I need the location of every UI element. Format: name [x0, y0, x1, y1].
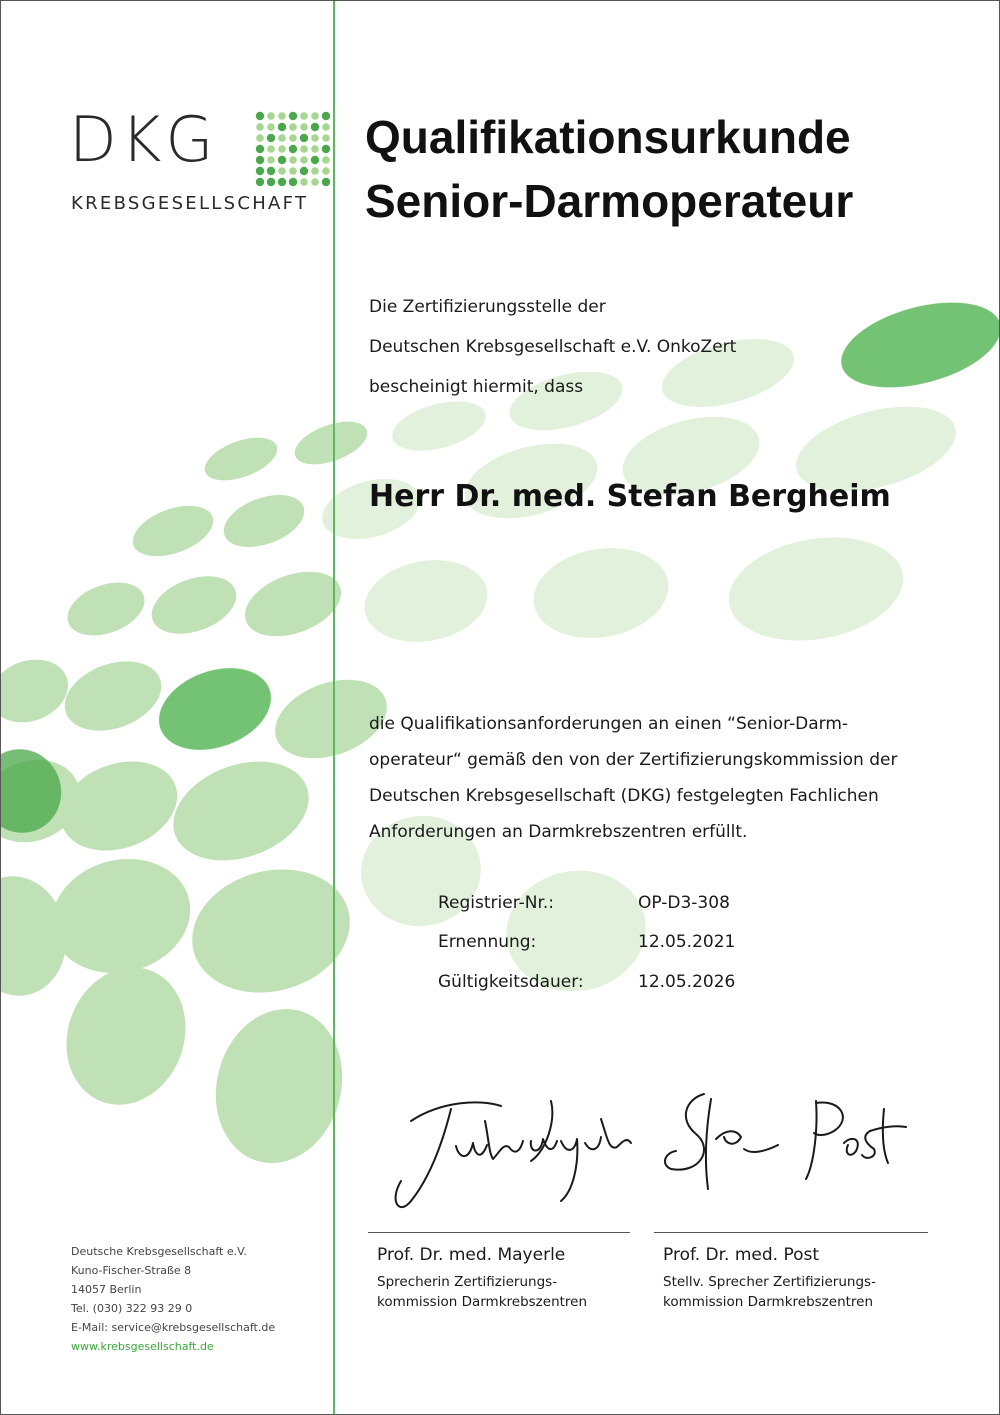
role-line: kommission Darmkrebszentren	[663, 1294, 874, 1310]
intro-line: bescheinigt hiermit, dass	[369, 377, 584, 397]
logo-dot	[256, 167, 264, 175]
logo-dot	[311, 134, 319, 142]
validity-value: 12.05.2026	[638, 972, 736, 992]
logo-dot	[311, 112, 319, 120]
logo-dot	[300, 123, 308, 131]
signatory-role-right	[663, 1272, 876, 1312]
signature-post	[656, 1079, 916, 1209]
logo-dot	[267, 156, 275, 164]
registration-label: Registrier-Nr.:	[438, 893, 555, 913]
logo-dot	[256, 123, 264, 131]
body-line: Anforderungen an Darmkrebszentren erfüllt.	[369, 822, 748, 842]
logo-dot	[267, 123, 275, 131]
logo-dot	[267, 112, 275, 120]
recipient-name: Herr Dr. med. Stefan Bergheim	[369, 479, 891, 514]
role-line: Sprecherin Zertifizierungs-	[377, 1274, 558, 1290]
logo-dot	[278, 145, 286, 153]
logo-dot	[322, 123, 330, 131]
logo-dot	[289, 134, 297, 142]
title-line-1: Qualifikationsurkunde	[365, 111, 851, 163]
logo-dot	[267, 167, 275, 175]
logo-dot	[311, 156, 319, 164]
logo-dot	[289, 145, 297, 153]
footer-email[interactable]: E-Mail: service@krebsgesellschaft.de	[71, 1321, 276, 1334]
signature-line-right	[654, 1232, 928, 1233]
logo-dot	[311, 178, 319, 186]
logo-dot	[289, 167, 297, 175]
dkg-logo	[69, 103, 339, 219]
footer-city: 14057 Berlin	[71, 1283, 142, 1296]
logo-dot	[311, 145, 319, 153]
logo-subtitle: KREBSGESELLSCHAFT	[71, 193, 309, 214]
logo-dot	[256, 178, 264, 186]
logo-dot	[300, 145, 308, 153]
body-line: die Qualifikationsanforderungen an einen “Senior-Darm-	[369, 714, 849, 734]
logo-dot	[300, 178, 308, 186]
logo-wordmark: DKG	[69, 103, 218, 176]
validity-label: Gültigkeitsdauer:	[438, 972, 584, 992]
logo-dot	[278, 112, 286, 120]
footer-street: Kuno-Fischer-Straße 8	[71, 1264, 192, 1277]
intro-line: Die Zertifizierungsstelle der	[369, 297, 606, 317]
logo-dot	[256, 156, 264, 164]
logo-dot	[300, 134, 308, 142]
logo-dot	[256, 134, 264, 142]
logo-dot	[322, 167, 330, 175]
footer-address	[71, 1242, 275, 1356]
body-text	[369, 706, 897, 850]
logo-dot	[278, 167, 286, 175]
logo-dot	[278, 134, 286, 142]
signatory-name-right: Prof. Dr. med. Post	[663, 1245, 820, 1265]
footer-org: Deutsche Krebsgesellschaft e.V.	[71, 1245, 247, 1258]
footer-phone: Tel. (030) 322 93 29 0	[71, 1302, 193, 1315]
logo-dot	[300, 167, 308, 175]
logo-dot	[289, 156, 297, 164]
logo-dot	[300, 112, 308, 120]
logo-dot-grid-icon	[255, 111, 331, 187]
signatory-name-left: Prof. Dr. med. Mayerle	[377, 1245, 566, 1265]
logo-dot	[267, 134, 275, 142]
logo-dot	[289, 178, 297, 186]
logo-dot	[322, 134, 330, 142]
registration-value: OP-D3-308	[638, 893, 730, 913]
body-line: Deutschen Krebsgesellschaft (DKG) festgelegten Fachlichen	[369, 786, 879, 806]
logo-dot	[267, 178, 275, 186]
intro-line: Deutschen Krebsgesellschaft e.V. OnkoZert	[369, 337, 737, 357]
signature-line-left	[368, 1232, 630, 1233]
certificate-title	[365, 105, 853, 233]
logo-dot	[300, 156, 308, 164]
body-line: operateur“ gemäß den von der Zertifizierungskommission der	[369, 750, 898, 770]
signatory-role-left	[377, 1272, 587, 1312]
role-line: kommission Darmkrebszentren	[377, 1294, 588, 1310]
logo-dot	[267, 145, 275, 153]
logo-dot	[256, 145, 264, 153]
logo-dot	[278, 123, 286, 131]
appointment-label: Ernennung:	[438, 932, 537, 952]
logo-dot	[311, 167, 319, 175]
logo-dot	[278, 156, 286, 164]
logo-dot	[311, 123, 319, 131]
logo-dot	[322, 178, 330, 186]
footer-website-link[interactable]: www.krebsgesellschaft.de	[71, 1340, 214, 1353]
signature-mayerle	[381, 1081, 641, 1221]
logo-dot	[256, 112, 264, 120]
logo-dot	[322, 112, 330, 120]
logo-dot	[289, 112, 297, 120]
logo-dot	[322, 156, 330, 164]
intro-text	[369, 287, 736, 407]
logo-dot	[322, 145, 330, 153]
title-line-2: Senior-Darmoperateur	[365, 175, 854, 227]
logo-dot	[278, 178, 286, 186]
role-line: Stellv. Sprecher Zertifizierungs-	[663, 1274, 876, 1290]
logo-dot	[289, 123, 297, 131]
appointment-value: 12.05.2021	[638, 932, 736, 952]
